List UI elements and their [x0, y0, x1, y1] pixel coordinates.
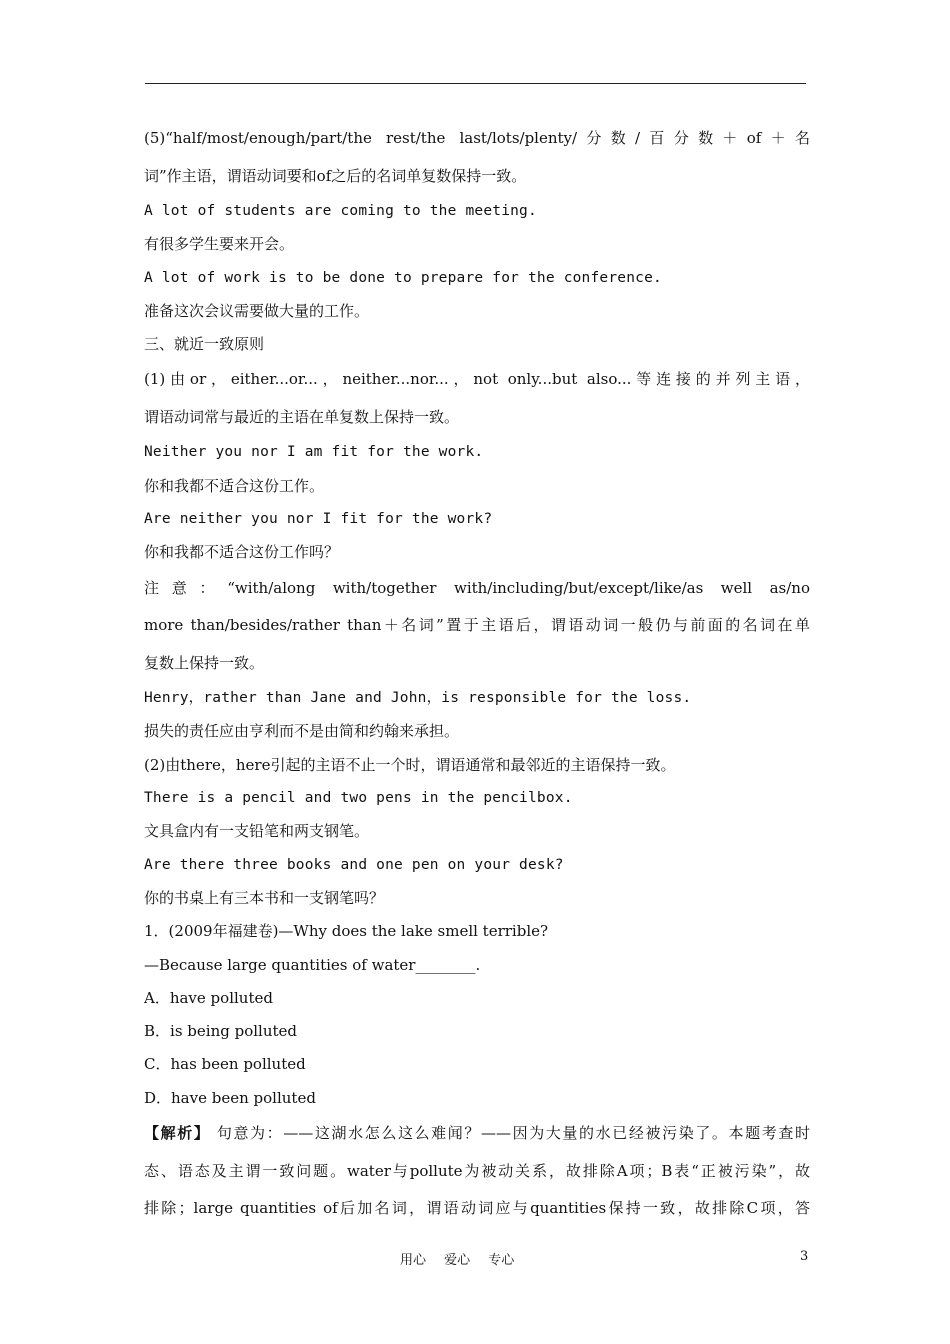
analysis-line	[144, 1115, 810, 1153]
text-line: (1)由or，either...or...，neither...nor...，not only...but also...等连接的并列主语，	[144, 370, 810, 389]
text-line: 文具盒内有一支铅笔和两支钢笔。	[144, 822, 370, 841]
header-rule	[145, 83, 806, 84]
text-line: Neither you nor I am fit for the work.	[144, 444, 484, 461]
text-line: —Because large quantities of water________.	[144, 955, 481, 974]
text-line: 1．(2009年福建卷)—Why does the lake smell terrible?	[144, 922, 549, 941]
text-line: 你的书桌上有三本书和一支钢笔吗？	[144, 888, 385, 907]
text-line: B．is being polluted	[144, 1022, 297, 1041]
text-line: A lot of students are coming to the meeting.	[144, 203, 537, 219]
text-line: There is a pencil and two pens in the pencilbox.	[144, 790, 573, 807]
text-line: 复数上保持一致。	[144, 653, 265, 672]
text-line: A．have polluted	[144, 988, 273, 1007]
text-line: more than/besides/rather than＋名词”置于主语后，谓语动词一般仍与前面的名词在单	[144, 616, 810, 635]
text-line: 有很多学生要来开会。	[144, 235, 295, 254]
analysis-line: 排除；large quantities of后加名词，谓语动词应与quantities保持一致，故排除C项，答	[144, 1199, 810, 1218]
text-line: 词”作主语，谓语动词要和of之后的名词单复数保持一致。	[144, 166, 527, 185]
text-line: 损失的责任应由亨利而不是由简和约翰来承担。	[144, 722, 460, 741]
text-line: C．has been polluted	[144, 1055, 306, 1074]
text-line: D．have been polluted	[144, 1088, 316, 1107]
text-line: 准备这次会议需要做大量的工作。	[144, 301, 370, 320]
analysis-label: 【解析】	[144, 1124, 211, 1143]
text-line: 你和我都不适合这份工作吗？	[144, 543, 340, 562]
footer-motto: 用心 爱心 专心	[400, 1253, 515, 1268]
page-number: 3	[800, 1249, 809, 1264]
text-line: 谓语动词常与最近的主语在单复数上保持一致。	[144, 407, 460, 426]
text-line: A lot of work is to be done to prepare for the conference.	[144, 269, 662, 286]
text-line: 三、就近一致原则	[144, 335, 265, 354]
text-line: Henry，rather than Jane and John，is responsible for the loss.	[144, 690, 692, 707]
text-line: 你和我都不适合这份工作。	[144, 476, 325, 495]
text-line: (5)“half/most/enough/part/the rest/the last/lots/plenty/分数/百分数＋of＋名	[144, 129, 810, 147]
text-line: Are neither you nor I fit for the work?	[144, 511, 493, 528]
document-body	[144, 120, 810, 1228]
analysis-text: 句意为：——这湖水怎么这么难闻？——因为大量的水已经被污染了。本题考查时	[210, 1124, 810, 1143]
text-line: Are there three books and one pen on your desk?	[144, 856, 564, 873]
analysis-line: 态、语态及主谓一致问题。water与pollute为被动关系，故排除A项；B表“正被污染”，故	[144, 1161, 810, 1180]
text-line: (2)由there，here引起的主语不止一个时，谓语通常和最邻近的主语保持一致。	[144, 755, 676, 774]
text-line: 注意：“with/along with/together with/including/but/except/like/as well as/no	[144, 578, 810, 597]
